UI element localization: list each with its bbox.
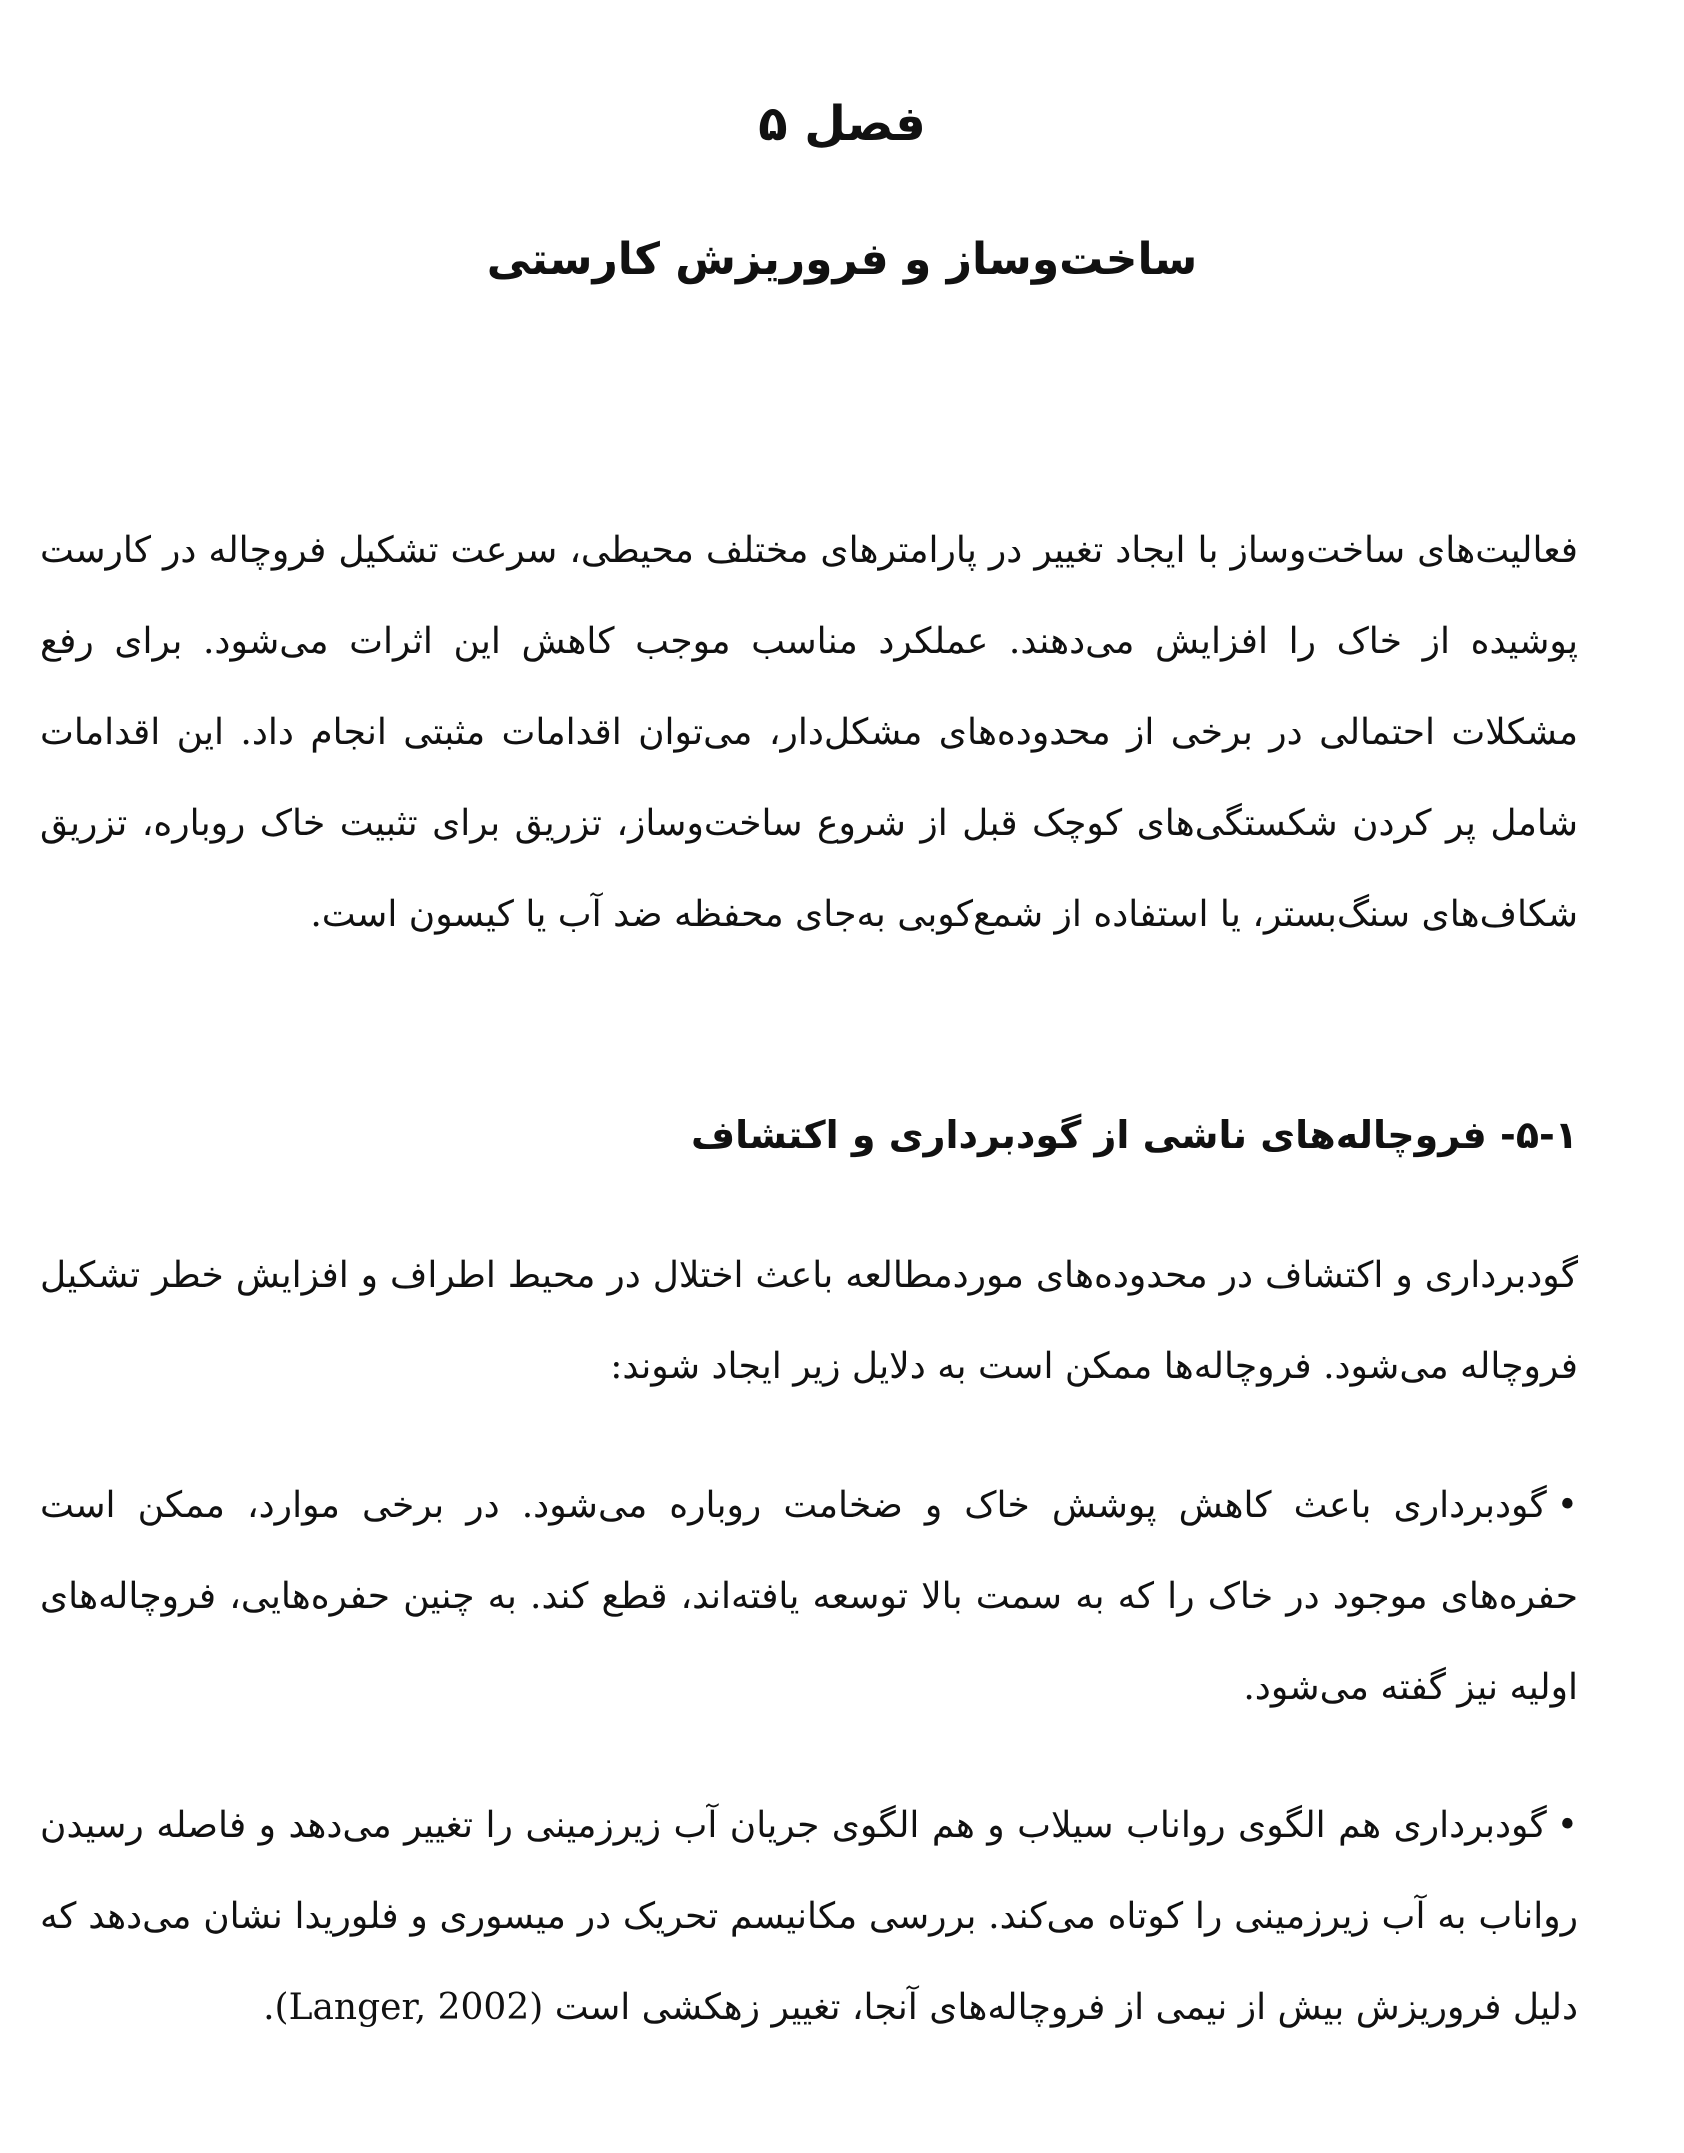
bullet-icon: • bbox=[1556, 1805, 1578, 1846]
chapter-title: ساخت‌وساز و فروریزش کارستی bbox=[486, 234, 1198, 285]
bullet-text: گودبرداری باعث کاهش پوشش خاک و ضخامت روباره می‌شود. در برخی موارد، ممکن است حفره‌های موجود در خاک را که به سمت بالا توسعه یافته‌اند، قطع کند. به چنین حفره‌هایی، فروچاله‌های اولیه نیز گفته می‌شود. bbox=[40, 1485, 1578, 1708]
intro-paragraph: فعالیت‌های ساخت‌وساز با ایجاد تغییر در پارامترهای مختلف محیطی، سرعت تشکیل فروچاله در کارست پوشیده از خاک را افزایش می‌دهند. عملکرد مناسب موجب کاهش این اثرات می‌شود. برای رفع مشکلات احتمالی در برخی از محدوده‌های مشکل‌دار، می‌توان اقدامات مثبتی انجام داد. این اقدامات شامل پر کردن شکستگی‌های کوچک قبل از شروع ساخت‌وساز، تزریق برای تثبیت خاک روباره، تزریق شکاف‌های سنگ‌بستر، یا استفاده از شمع‌کوبی به‌جای محفظه ضد آب یا کیسون است. bbox=[40, 530, 1578, 935]
section-paragraph: گودبرداری و اکتشاف در محدوده‌های موردمطالعه باعث اختلال در محیط اطراف و افزایش خطر تشکیل فروچاله می‌شود. فروچاله‌ها ممکن است به دلایل زیر ایجاد شوند: bbox=[40, 1255, 1578, 1387]
bullet-icon: • bbox=[1556, 1485, 1578, 1526]
chapter-number: فصل ۵ bbox=[758, 96, 926, 152]
bullet-item-1 bbox=[40, 1460, 1578, 1733]
bullet-item-2 bbox=[40, 1780, 1578, 2053]
bullet-text: گودبرداری هم الگوی رواناب سیلاب و هم الگوی جریان آب زیرزمینی را تغییر می‌دهد و فاصله رسیدن رواناب به آب زیرزمینی را کوتاه می‌کند. بررسی مکانیسم تحریک در میسوری و فلوریدا نشان می‌دهد که دلیل فروریزش بیش از نیمی از فروچاله‌های آنجا، تغییر زهکشی است (Langer, 2002). bbox=[40, 1805, 1578, 2028]
section-heading: ۵-۱- فروچاله‌های ناشی از گودبرداری و اکتشاف bbox=[690, 1113, 1578, 1157]
